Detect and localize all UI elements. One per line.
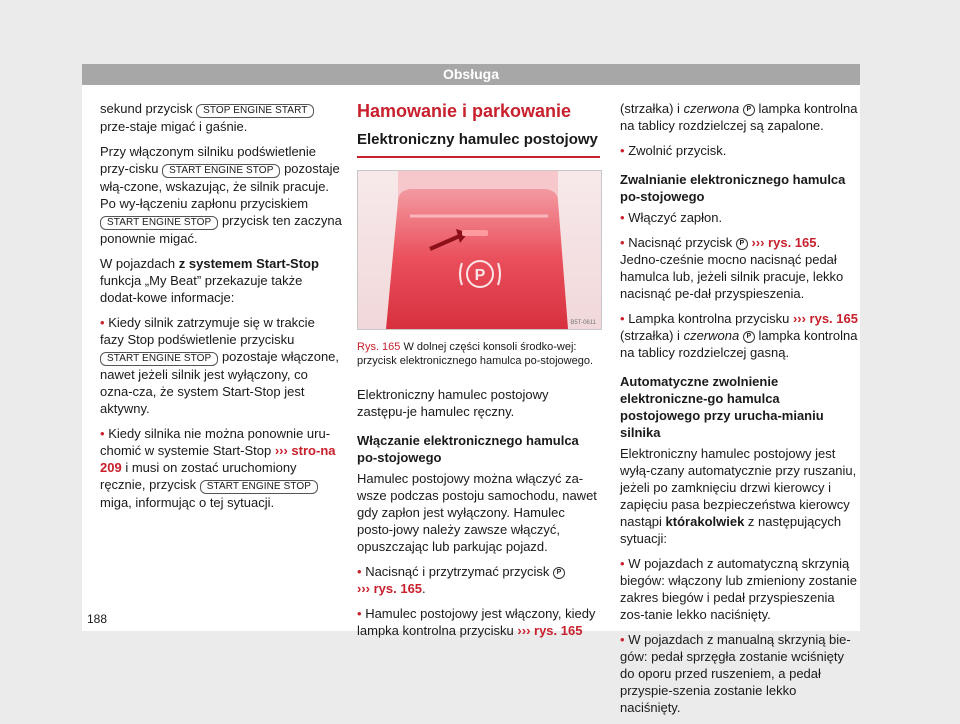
bullet-icon: • xyxy=(357,564,362,579)
paragraph xyxy=(100,255,342,306)
header-title: Obsługa xyxy=(442,66,499,82)
bullet-icon: • xyxy=(100,426,105,441)
bullet-item xyxy=(620,209,860,226)
bold-text: z systemem Start-Stop xyxy=(178,256,319,271)
text: Lampka kontrolna przycisku xyxy=(628,311,793,326)
bullet-icon: • xyxy=(620,210,625,225)
bold-text: którakolwiek xyxy=(665,514,745,529)
bullet-icon: • xyxy=(357,606,362,621)
text: Przy włączonym silniku podświetlenie przy-cisku xyxy=(100,144,317,176)
subheading: Zwalnianie elektronicznego hamulca po-stojowego xyxy=(620,172,846,204)
subheading: Włączanie elektronicznego hamulca po-stojowego xyxy=(357,433,579,465)
column-right xyxy=(620,100,860,724)
bullet-item xyxy=(357,563,600,597)
text: przycisk ten zaczyna ponownie migać. xyxy=(100,213,342,246)
bullet-item xyxy=(620,631,860,716)
text: Hamulec postojowy jest włączony, kiedy lampka kontrolna przycisku xyxy=(357,606,596,638)
italic-text: czerwona xyxy=(683,328,740,343)
column-middle xyxy=(357,100,600,647)
paragraph xyxy=(100,143,342,247)
section-title: Hamowanie i parkowanie xyxy=(357,101,572,121)
parking-brake-symbol: P xyxy=(474,267,486,284)
text: lampka kontrolna na tablicy rozdzielczej gasną. xyxy=(620,328,858,360)
bullet-icon: • xyxy=(620,556,625,571)
text: . Jedno-cześnie mocno nacisnąć pedał hamulca lub, jeżeli silnik pracuje, lekko nacisnąć pe-dał przyspieszenia. xyxy=(620,235,844,301)
subheading: Automatyczne zwolnienie elektroniczne-go hamulca postojowego przy urucha-mianiu silnika xyxy=(620,374,824,440)
paragraph: Hamulec postojowy można włączyć za-wsze podczas postoju samochodu, nawet gdy zapłon jest wyłączony. Hamulec posto-jowy należy zawsze włączyć, opuszczając lub parkując pojazd. xyxy=(357,471,597,554)
paragraph xyxy=(620,100,860,134)
text: . xyxy=(422,581,426,596)
start-stop-key: START ENGINE STOP xyxy=(200,480,318,494)
text: i musi on zostać uruchomiony ręcznie, przycisk xyxy=(100,460,297,492)
parking-brake-icon: P xyxy=(553,567,565,579)
caption-label: Rys. 165 xyxy=(357,341,401,353)
bullet-icon: • xyxy=(620,235,625,250)
text: pozostaje włączone, nawet jeżeli silnik jest wyłączony, co ozna-cza, że system Start-Stop jest aktywny. xyxy=(100,349,340,416)
text: sekund przycisk xyxy=(100,101,193,116)
text: Kiedy silnika nie można ponownie uru-chomić w systemie Start-Stop xyxy=(100,426,331,458)
parking-brake-icon: P xyxy=(743,331,755,343)
figure-parking-brake-button xyxy=(357,170,602,330)
figure-link[interactable]: ››› rys. 165 xyxy=(357,581,423,596)
caption-text: W dolnej części konsoli środko-wej: przycisk elektronicznego hamulca po-stojowego. xyxy=(357,341,594,367)
figure-code: B5T-0611 xyxy=(570,320,596,326)
bullet-icon: • xyxy=(620,311,625,326)
bullet-item xyxy=(620,234,860,302)
page-link[interactable]: ››› stro-na 209 xyxy=(100,443,336,475)
subsection-title: Elektroniczny hamulec postojowy xyxy=(357,130,600,158)
parking-brake-icon: P xyxy=(743,104,755,116)
start-stop-key: STOP ENGINE START xyxy=(196,104,314,118)
start-stop-key: START ENGINE STOP xyxy=(100,216,218,230)
text: lampka kontrolna na tablicy rozdzielczej są zapalone. xyxy=(620,101,858,133)
text: prze-staje migać i gaśnie. xyxy=(100,119,248,134)
text: (strzałka) i xyxy=(620,328,684,343)
bullet-item xyxy=(100,425,342,511)
parking-brake-icon: P xyxy=(736,238,748,250)
italic-text: czerwona xyxy=(683,101,740,116)
text: Włączyć zapłon. xyxy=(628,210,723,225)
parking-brake-illustration xyxy=(358,171,601,329)
text: Nacisnąć przycisk xyxy=(628,235,736,250)
bullet-icon: • xyxy=(620,143,625,158)
bullet-item xyxy=(357,605,600,639)
text: W pojazdach z manualną skrzynią bie-gów: pedał sprzęgła zostanie wciśnięty do oporu przed ruszeniem, a pedał przyspie-szenia zostanie lekko naciśnięty. xyxy=(620,632,851,715)
figure-caption xyxy=(357,340,600,368)
paragraph xyxy=(620,445,860,547)
text: miga, informując o tej sytuacji. xyxy=(100,495,275,510)
bullet-item xyxy=(620,555,860,623)
page-header xyxy=(82,64,860,85)
page-number: 188 xyxy=(87,612,108,626)
bullet-item xyxy=(100,314,342,417)
text: (strzałka) i xyxy=(620,101,684,116)
bullet-item xyxy=(620,310,860,361)
bullet-icon: • xyxy=(100,315,105,330)
text: Zwolnić przycisk. xyxy=(628,143,727,158)
text: pozostaje włą-czone, wskazując, że silnik pracuje. Po wy-łączeniu zapłonu przyciskiem xyxy=(100,161,340,211)
bullet-icon: • xyxy=(620,632,625,647)
figure-link[interactable]: ››› rys. 165 xyxy=(751,235,817,250)
bullet-item xyxy=(620,142,860,159)
text: funkcja „My Beat” przekazuje także dodat-kowe informacje: xyxy=(100,273,303,305)
text: z następujących sytuacji: xyxy=(620,514,842,546)
start-stop-key: START ENGINE STOP xyxy=(162,164,280,178)
text: Kiedy silnik zatrzymuje się w trakcie fazy Stop podświetlenie przycisku xyxy=(100,315,315,347)
text: Elektroniczny hamulec postojowy jest wyłą-czany automatycznie przy ruszaniu, jeżeli po zamknięciu drzwi kierowcy i zapięciu pasa bezpieczeństwa kierowcy nastąpi xyxy=(620,446,857,529)
text: W pojazdach z automatyczną skrzynią biegów: włączony lub zmieniony zostanie zakres biegów i pedał przyspieszenia zos-tanie lekko naciśnięty. xyxy=(620,556,858,622)
figure-link[interactable]: ››› rys. 165 xyxy=(792,311,858,326)
paragraph xyxy=(100,100,342,135)
column-left xyxy=(100,100,342,519)
text: W pojazdach xyxy=(100,256,179,271)
figure-link[interactable]: ››› rys. 165 xyxy=(517,623,583,638)
text: Nacisnąć i przytrzymać przycisk xyxy=(365,564,553,579)
start-stop-key: START ENGINE STOP xyxy=(100,352,218,366)
paragraph: Elektroniczny hamulec postojowy zastępu-je hamulec ręczny. xyxy=(357,387,549,419)
